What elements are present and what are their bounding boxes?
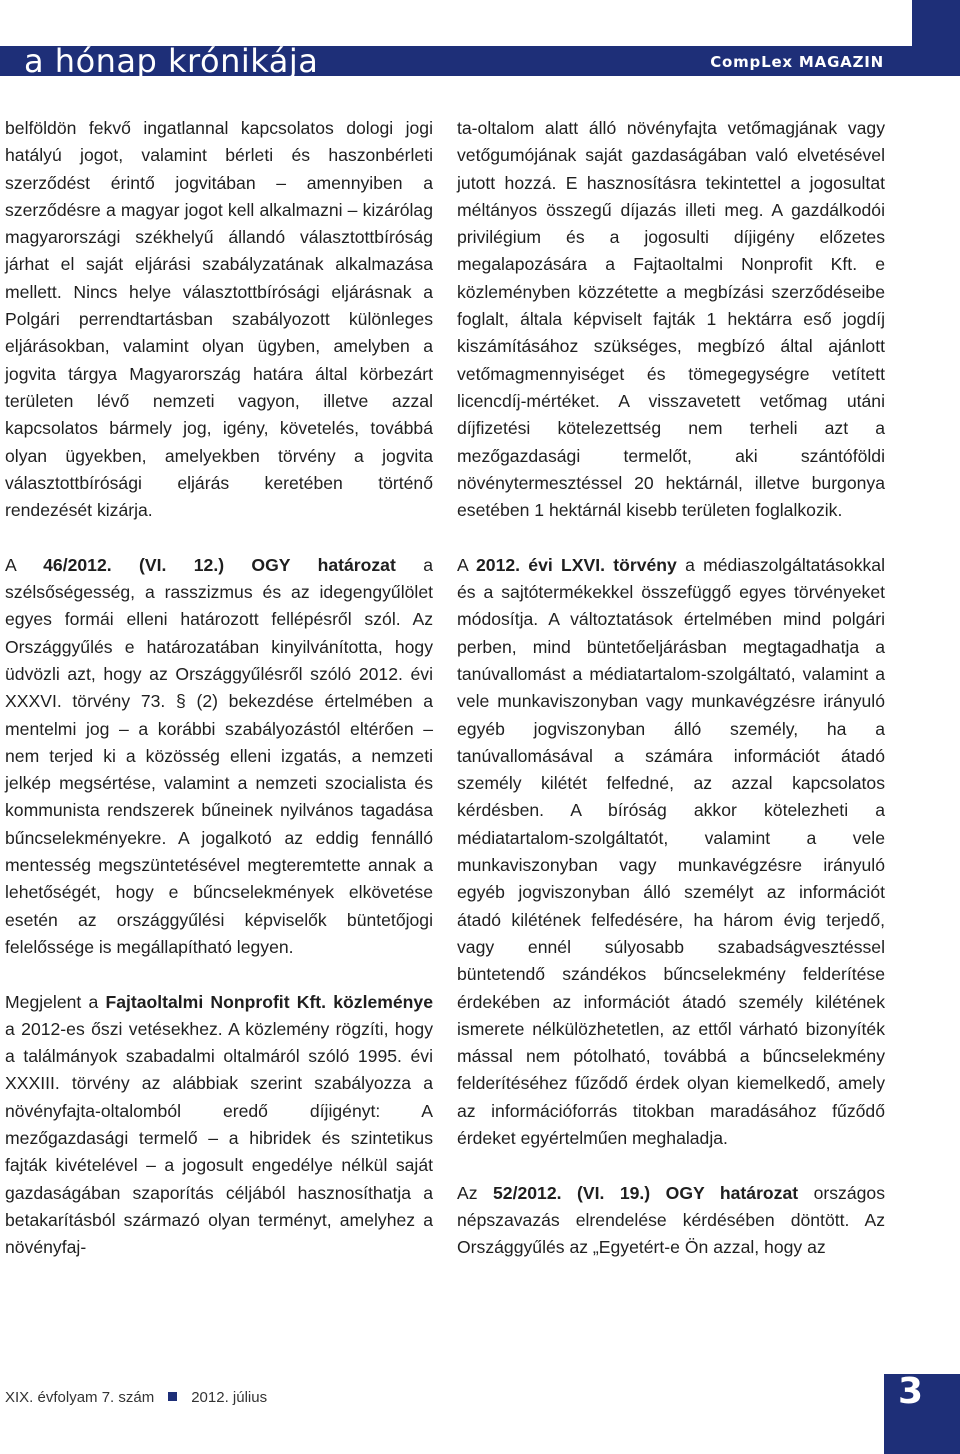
paragraph-text: a 2012-es őszi vetésekhez. A közlemény rögzíti, hogy a találmányok szabadalmi oltalmáról szóló 1995. évi XXXIII. törvény az alábbiak szerint szabályozza a növényfajta-oltalomból eredő díjigényt: A mezőgazdasági termelő – a hibridek és szintetikus fajták kivételével – a jogosult engedélye nélkül saját gazdaságában szaporítás céljából hasznosíthatja a betakarításból származó olyan terményt, amelyhez a növényfaj- [5,1018,433,1258]
paragraph-bold: 52/2012. (VI. 19.) OGY határozat [493,1182,799,1203]
paragraph [5,115,433,524]
corner-tab [912,0,960,76]
paragraph-lead: Megjelent a [5,991,106,1012]
header-bar [0,42,912,80]
paragraph-text: ta-oltalom alatt álló növényfajta vetőmagjának vagy vetőgumójának saját gazdaságában való elvetésével jutott hozzá. E hasznosításra tekintettel a jogosultat méltányos összegű díjazás illeti meg. A gazdálkodói privilégium és a jogosulti díjigény előzetes megalapozására a Fajtaoltalmi Nonprofit Kft. e közleményben közzétette a megbízási szerződéseibe foglalt, általa képviselt fajták 1 hektárra eső jogdíj kiszámításához szükséges, megbízó által ajánlott vetőmagmennyiséget és tömegegységre vetített licencdíj-mértéket. A visszavetett vetőmag utáni díjfizetési kötelezettség nem terheli azt a mezőgazdasági termelőt, aki szántóföldi növénytermesztéssel 20 hektárnál, illetve burgonya esetében 1 hektárnál kisebb területen foglalkozik. [457,118,885,521]
footer-volume: XIX. évfolyam 7. szám [5,1389,155,1406]
right-column [457,115,885,1289]
paragraph-text: a szélsőségesség, a rasszizmus és az idegengyűlölet egyes formái elleni határozott fellépésről szól. Az Országgyűlés e határozatában kinyilvánította, hogy üdvözli azt, hogy az Országgyűlésről szóló 2012. évi XXXVI. törvény 73. § (2) bekezdése értelmében a mentelmi jog – a korábbi szabályozástól eltérően – nem terjed ki a közösség elleni izgatás, a nemzeti jelkép megsértése, valamint a nemzeti szocialista és kommunista rendszerek bűneinek nyilvános tagadása bűncselekményekre. A jogalkotó az eddig fennálló mentesség megszüntetésével megteremtette annak a lehetőségét, hogy e bűncselekmények elkövetése esetén az országgyűlési képviselők büntetőjogi felelőssége is megállapítható legyen. [5,554,433,957]
paragraph [5,989,433,1262]
footer-date: 2012. július [191,1389,268,1406]
paragraph [457,1180,885,1262]
paragraph-text: belföldön fekvő ingatlannal kapcsolatos dologi jogi hatályú jogot, valamint bérleti és haszonbérleti szerződést érintő jogvitában – amennyiben a szerződésre a magyar jogot kell alkalmazni – kizárólag magyarországi székhelyű állandó választottbíróság járhat el saját eljárási szabályzatának alkalmazása mellett. Nincs helye választottbírósági eljárásnak a Polgári perrendtartásban szabályozott különleges eljárásokban, valamint olyan ügyben, amelyben a jogvita tárgya Magyarország határa által körbezárt területen lévő nemzeti vagyon, illetve azzal kapcsolatos bármely jog, igény, követelés, továbbá olyan ügyekben, amelyekben törvény a jogvita választottbírósági eljárás keretében történő rendezését kizárja. [5,118,433,521]
paragraph-bold: 2012. évi LXVI. törvény [476,554,677,575]
paragraph [457,552,885,1153]
magazine-name: CompLex MAGAZIN [710,53,884,71]
footer [5,1386,267,1410]
section-title: a hónap krónikája [24,42,319,80]
paragraph-text: a médiaszolgáltatásokkal és a sajtótermékekkel összefüggő egyes törvényeket módosítja. A változtatások értelmében mind polgári perben, mind büntetőeljárásban megtagadhatja a tanúvallomást a médiatartalom-szolgáltató, valamint a vele munkaviszonyban vagy munkavégzésre irányuló egyéb jogviszonyban álló személy, ha a tanúvallomásával a számára információt átadó személy kilétét felfedné, az azzal kapcsolatos kérdésben. A bíróság akkor kötelezheti a médiatartalom-szolgáltatót, valamint a vele munkaviszonyban vagy munkavégzésre irányuló egyéb jogviszonyban álló személyt az információt átadó kilétének felfedésére, ha három évig terjedő, vagy ennél súlyosabb szabadságvesztéssel büntetendő szándékos bűncselekmény felderítése érdekében az információt átadó személy kilétének ismerete nélkülözhetetlen, az ettől várható bizonyíték mással nem pótolható, továbbá a bűncselekmény felderítéséhez fűződő érdek olyan kiemelkedő, amely az információforrás titokban maradásához fűződő érdeket egyértelműen meghaladja. [457,554,885,1148]
square-bullet-icon [168,1392,177,1401]
paragraph-lead: A [5,554,44,575]
paragraph-text: országos népszavazás elrendelése kérdésében döntött. Az Országgyűlés az „Egyetért-e Ön azzal, hogy az [457,1182,885,1258]
paragraph-lead: Az [457,1182,494,1203]
paragraph [457,115,885,524]
paragraph-lead: A [457,554,477,575]
page-number: 3 [898,1371,924,1412]
paragraph-bold: 46/2012. (VI. 12.) OGY határozat [43,554,396,575]
paragraph [5,552,433,961]
left-column [5,115,433,1289]
paragraph-bold: Fajtaoltalmi Nonprofit Kft. közleménye [105,991,433,1012]
